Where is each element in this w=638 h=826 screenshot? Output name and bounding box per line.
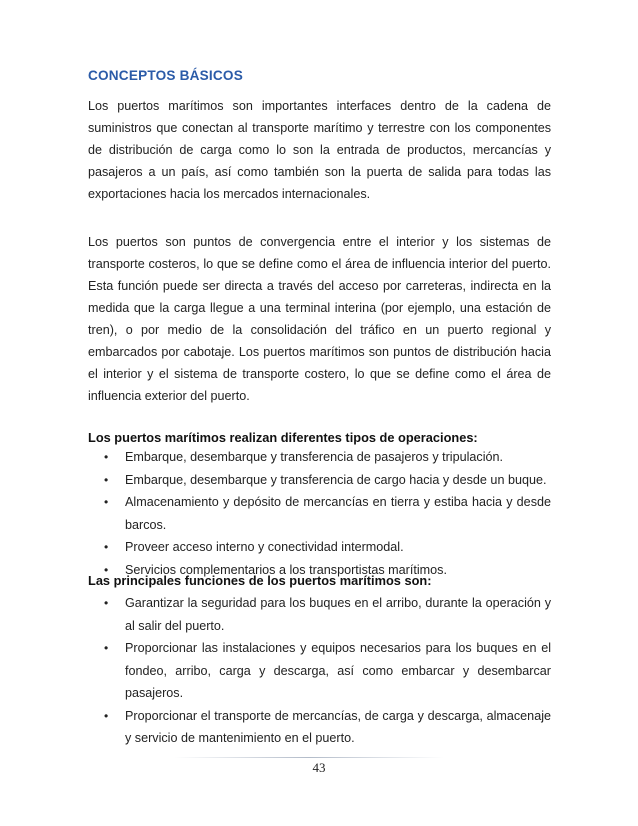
list-item — [88, 637, 551, 705]
operations-list — [88, 446, 551, 581]
paragraph: Los puertos son puntos de convergencia entre el interior y los sistemas de transporte costeros, lo que se define como el área de influencia interior del puerto. Esta función puede ser directa a través del acceso por carreteras, indirecta en la medida que la carga llegue a una terminal interina (por ejemplo, una estación de tren), o por medio de la consolidación del tráfico en un puerto regional y embarcados por cabotaje. Los puertos marítimos son puntos de distribución hacia el interior y el sistema de transporte costero, lo que se define como el área de influencia exterior del puerto. — [88, 235, 551, 403]
list-item-text: Proporcionar el transporte de mercancías, de carga y descarga, almacenaje y servicio de mantenimiento en el puerto. — [125, 708, 551, 745]
footer-divider — [174, 757, 444, 758]
list-item — [88, 491, 551, 536]
bullet-icon: • — [104, 540, 109, 554]
bullet-icon: • — [104, 708, 109, 723]
list-item-text: Embarque, desembarque y transferencia de cargo hacia y desde un buque. — [125, 472, 547, 487]
bullet-icon: • — [104, 472, 109, 487]
list-item-text: Servicios complementarios a los transportistas marítimos. — [125, 562, 447, 577]
page-number: 43 — [312, 760, 326, 775]
list-item — [88, 705, 551, 750]
bullet-icon: • — [104, 562, 109, 577]
bullet-icon: • — [104, 641, 109, 655]
bullet-icon: • — [104, 495, 109, 509]
list-item-text: Proveer acceso interno y conectividad intermodal. — [125, 540, 404, 554]
section-title: CONCEPTOS BÁSICOS — [88, 68, 243, 83]
list-item-text: Embarque, desembarque y transferencia de pasajeros y tripulación. — [125, 450, 504, 464]
list-item-text: Almacenamiento y depósito de mercancías en tierra y estiba hacia y desde barcos. — [125, 495, 551, 532]
functions-list — [88, 592, 551, 750]
paragraph: Los puertos marítimos son importantes interfaces dentro de la cadena de suministros que conectan al transporte marítimo y terrestre con los componentes de distribución de carga como lo son la entrada de productos, mercancías y pasajeros a un país, así como también son la puerta de salida para todas las exportaciones hacia los mercados internacionales. — [88, 99, 551, 201]
operations-heading: Los puertos marítimos realizan diferentes tipos de operaciones: — [88, 430, 478, 445]
bullet-icon: • — [104, 450, 109, 464]
list-item-text: Garantizar la seguridad para los buques en el arribo, durante la operación y al salir del puerto. — [125, 596, 551, 633]
list-item — [88, 592, 551, 637]
list-item — [88, 469, 551, 492]
functions-heading: Las principales funciones de los puertos marítimos son: — [88, 573, 432, 588]
list-item-text: Proporcionar las instalaciones y equipos necesarios para los buques en el fondeo, arribo, carga y descarga, así como embarcar y desembarcar pasajeros. — [125, 641, 551, 700]
list-item — [88, 536, 551, 559]
list-item — [88, 446, 551, 469]
bullet-icon: • — [104, 596, 109, 610]
